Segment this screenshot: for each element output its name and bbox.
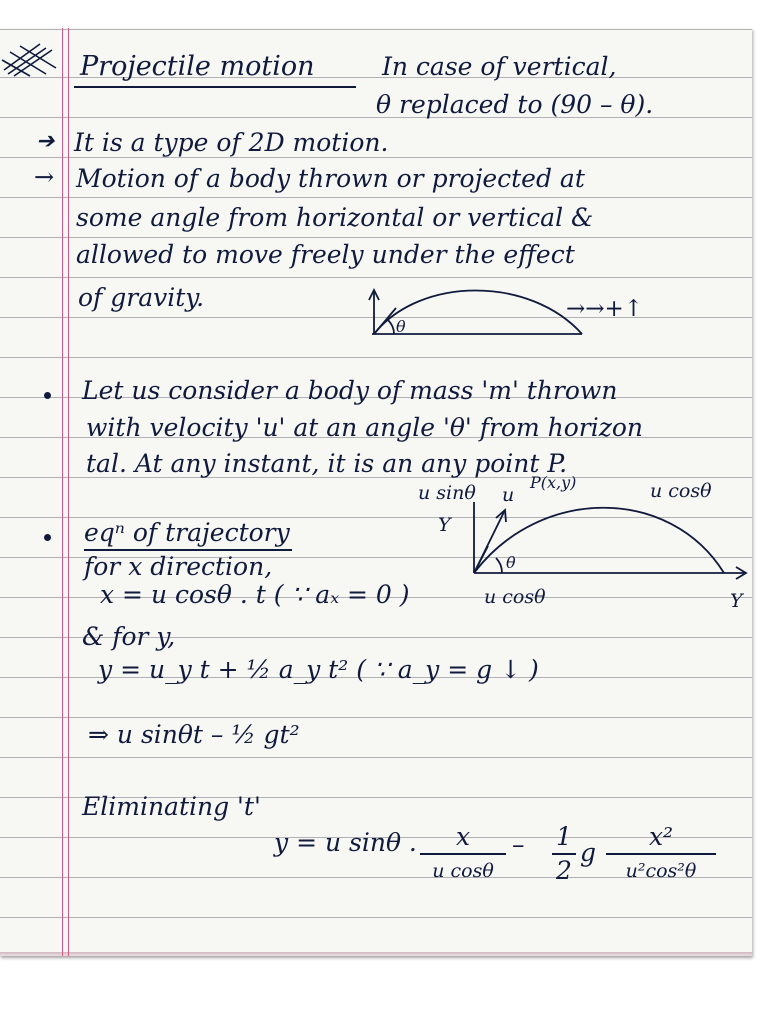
final-half-num: 1 — [556, 822, 572, 851]
definition-line-4: allowed to move freely under the effect — [76, 240, 575, 269]
final-fraction-x2-over-ucos2 — [606, 822, 716, 886]
arrow-bullet-2: → — [34, 163, 55, 191]
consider-line-3: tal. At any instant, it is an any point P. — [86, 449, 568, 478]
definition-line-5: of gravity. — [78, 283, 205, 312]
figure1-direction-arrows: →→+↑ — [566, 296, 644, 322]
final-fraction-den: u cosθ — [432, 860, 494, 882]
consider-line-1: Let us consider a body of mass 'm' thrown — [82, 376, 618, 405]
figure2-label-ucos-bottom: u cosθ — [484, 586, 546, 608]
final-fraction-num: x — [455, 822, 471, 851]
final-g: g — [580, 838, 597, 867]
figure2-angle-label: θ — [506, 553, 516, 572]
margin-line-left — [62, 28, 63, 956]
consider-line-2: with velocity 'u' at an angle 'θ' from horizon — [86, 413, 644, 442]
scribble-mark — [0, 40, 64, 80]
final-half-bar — [552, 853, 576, 855]
equation-heading-line-1: eqⁿ of trajectory — [84, 518, 290, 547]
page-edge-shadow — [0, 952, 752, 958]
figure1-angle-label: θ — [396, 317, 406, 336]
equation-y: y = u_y t + ½ a_y t² ( ∵ a_y = g ↓ ) — [98, 655, 539, 684]
equation-heading-underline — [84, 549, 292, 551]
figure2-label-u: u — [502, 484, 515, 506]
final-half-fraction — [552, 822, 576, 886]
definition-line-2: Motion of a body thrown or projected at — [76, 164, 585, 193]
figure2-axis-y: Y — [438, 514, 451, 536]
equation-x: x = u cosθ . t ( ∵ aₓ = 0 ) — [100, 580, 410, 609]
equation-heading-line-2: for x direction, — [84, 552, 273, 581]
final-fraction-bar — [420, 853, 506, 855]
margin-line-right — [68, 28, 69, 956]
arrow-bullet-1: ➔ — [36, 129, 55, 154]
definition-line-1: It is a type of 2D motion. — [74, 128, 389, 157]
final-minus: – — [512, 830, 525, 859]
figure2-point-p: P(x,y) — [530, 473, 577, 492]
final-fraction2-num: x² — [648, 822, 674, 851]
final-fraction2-bar — [606, 853, 716, 855]
final-fraction-x-over-ucos — [420, 822, 506, 886]
bullet-equation — [44, 534, 51, 541]
equation-y-simplified: ⇒ u sinθt – ½ gt² — [88, 720, 300, 749]
title-underline — [74, 86, 356, 88]
figure2-label-usin: u sinθ — [418, 482, 476, 504]
for-y-heading: & for y, — [82, 622, 176, 651]
side-note-line1: In case of vertical, — [382, 52, 617, 81]
final-equation-left: y = u sinθ . — [274, 828, 417, 857]
final-fraction2-den: u²cos²θ — [625, 860, 697, 882]
final-half-den: 2 — [556, 856, 572, 885]
figure2-label-ucos-top: u cosθ — [650, 480, 712, 502]
page-title: Projectile motion — [80, 51, 315, 82]
eliminating-heading: Eliminating 't' — [82, 792, 261, 821]
side-note-line2: θ replaced to (90 – θ). — [376, 90, 654, 119]
definition-line-3: some angle from horizontal or vertical & — [76, 203, 594, 232]
figure2-axis-end-label: Y — [730, 590, 743, 612]
bullet-consider — [44, 392, 51, 399]
